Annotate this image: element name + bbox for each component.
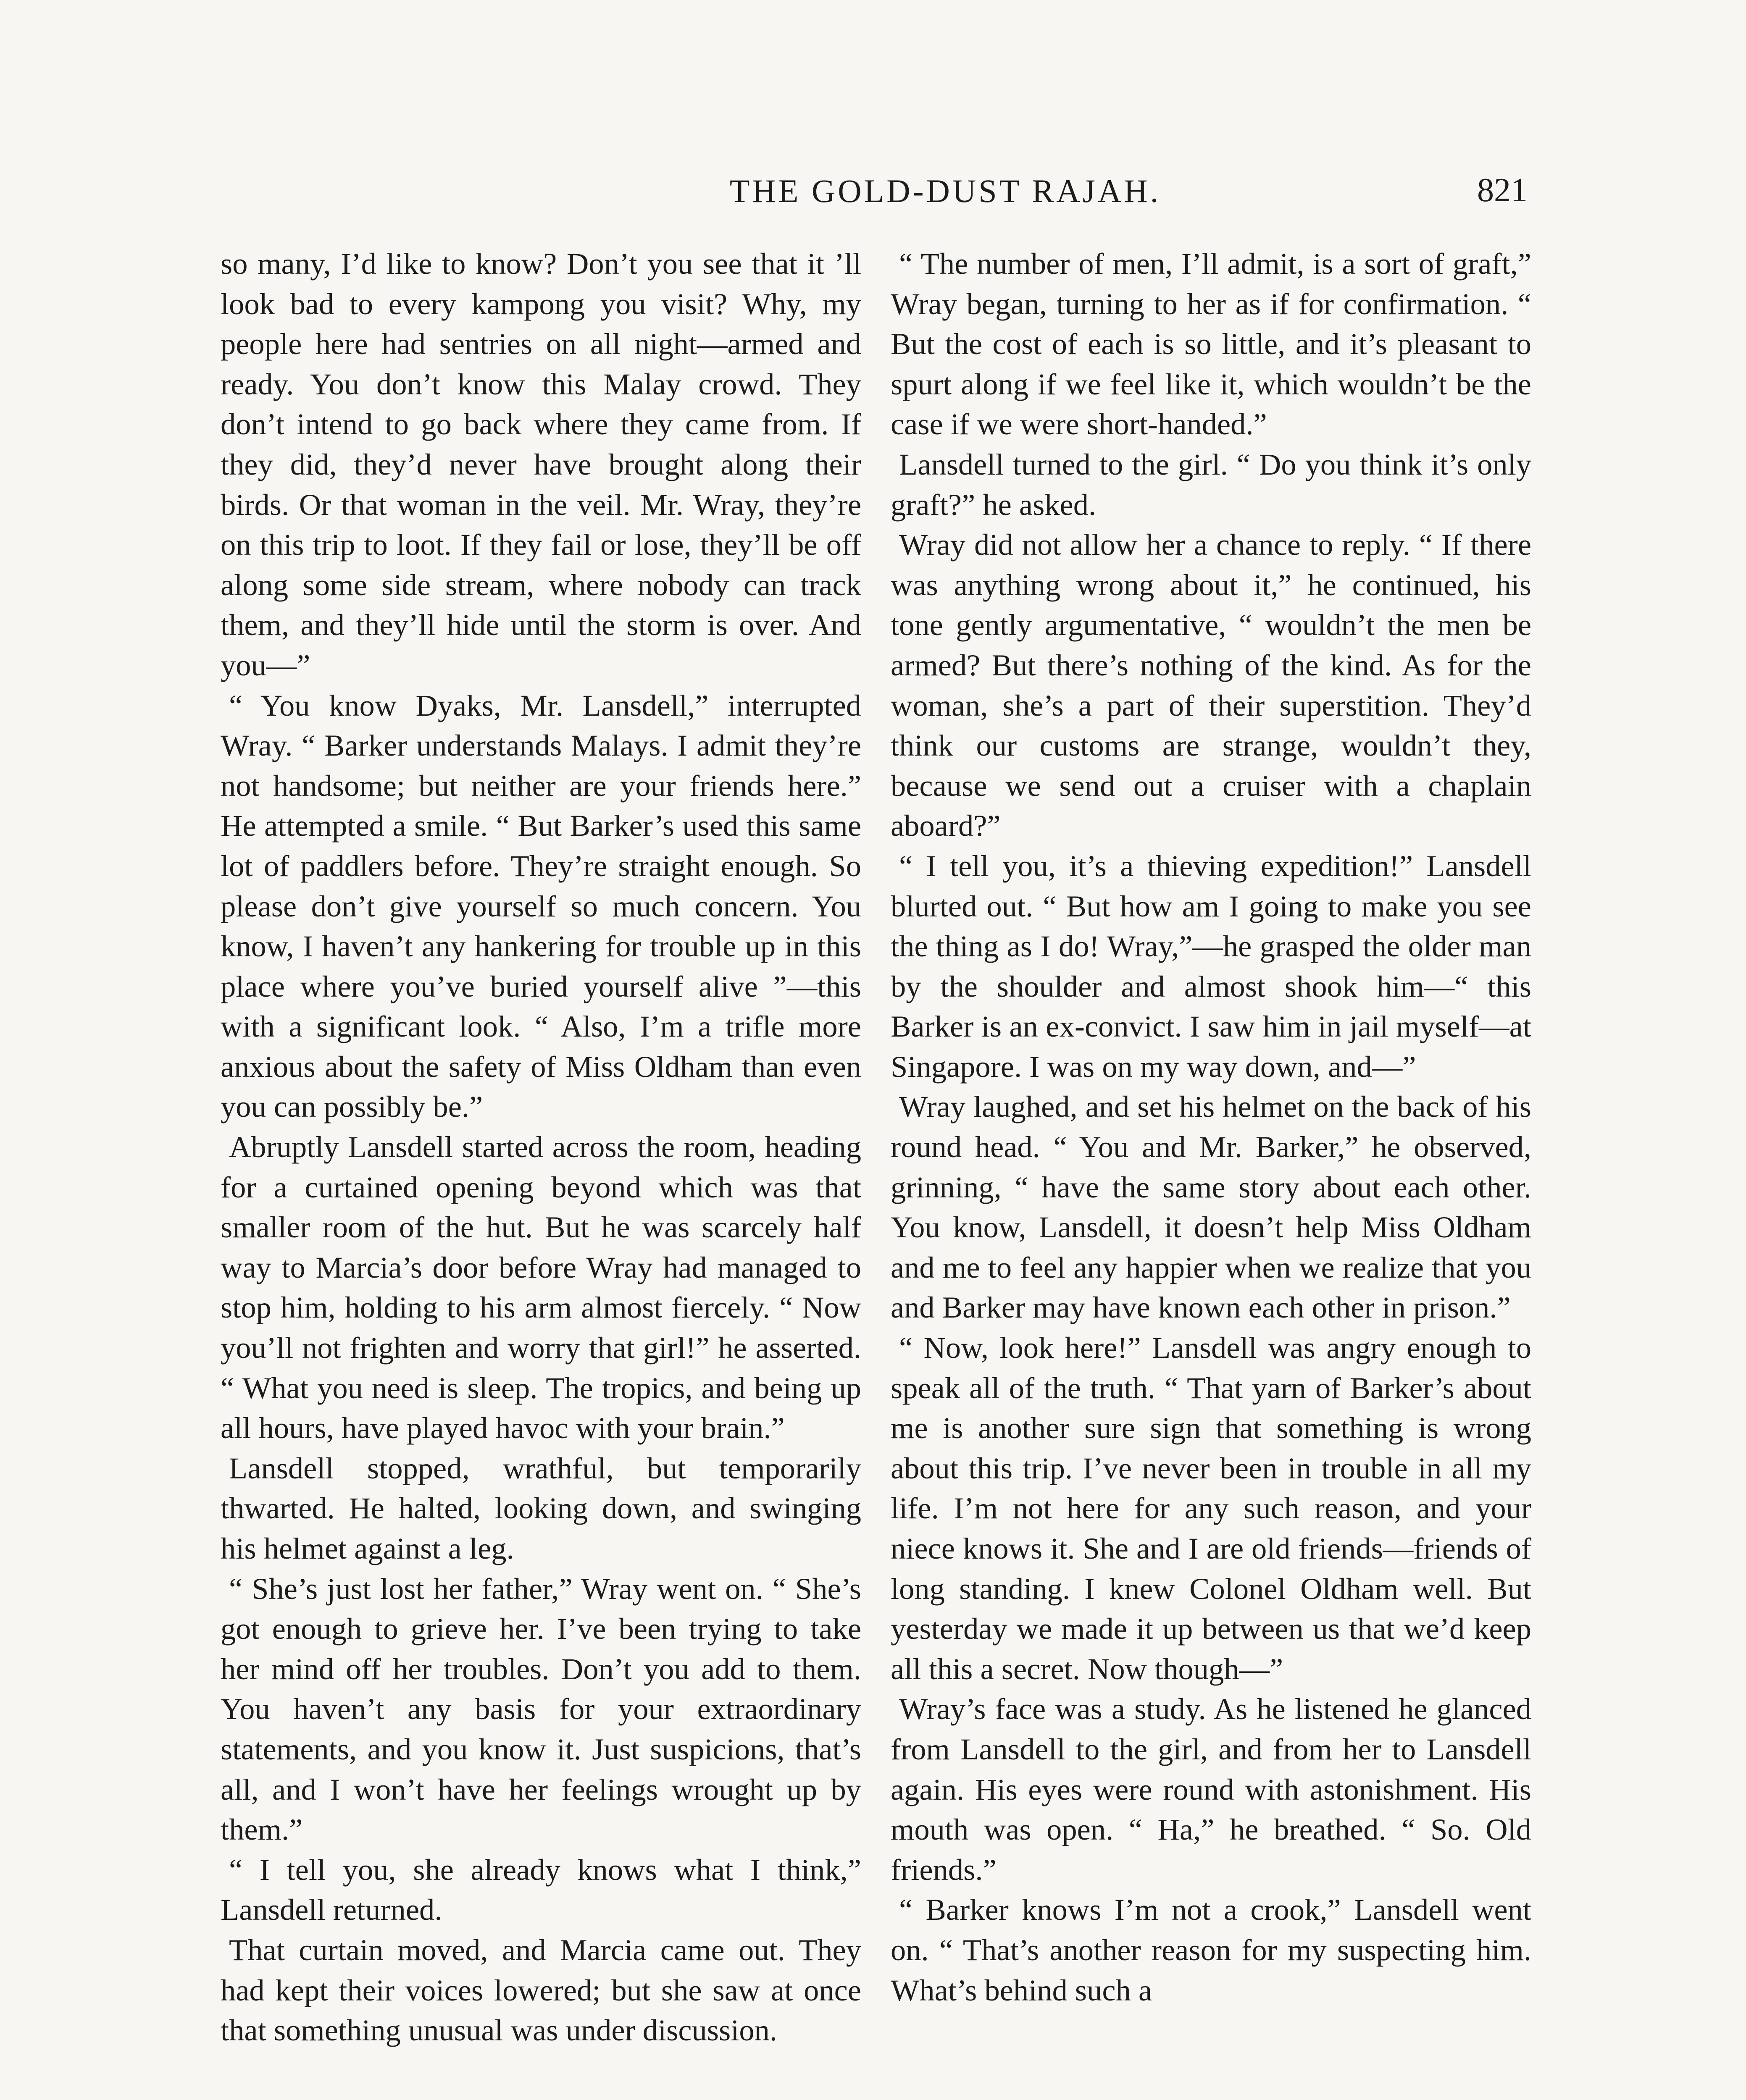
paragraph: “ Now, look here!” Lansdell was angry enough to speak all of the truth. “ That yarn of Barker’s about me is another sure sign that something is wrong about this trip. I’ve never been in trouble in all my life. I’m not here for any such reason, and your niece knows it. She and I are old friends—friends of long standing. I knew Colonel Oldham well. But yesterday we made it up between us that we’d keep all this a secret. Now though—” bbox=[891, 1331, 1531, 1686]
right-column bbox=[891, 244, 1531, 2010]
paragraph: Lansdell turned to the girl. “ Do you think it’s only graft?” he asked. bbox=[891, 447, 1531, 522]
paragraph: “ She’s just lost her father,” Wray went on. “ She’s got enough to grieve her. I’ve been trying to take her mind off her troubles. Don’t you add to them. You haven’t any basis for your extraordinary statements, and you know it. Just suspicions, that’s all, and I won’t have her feelings wrought up by them.” bbox=[221, 1571, 861, 1847]
paragraph: “ The number of men, I’ll admit, is a sort of graft,” Wray began, turning to her as if for confirmation. “ But the cost of each is so little, and it’s pleasant to spurt along if we feel like it, which wouldn’t be the case if we were short-handed.” bbox=[891, 247, 1531, 441]
paragraph: Wray’s face was a study. As he listened he glanced from Lansdell to the girl, and from her to Lansdell again. His eyes were round with astonishment. His mouth was open. “ Ha,” he breathed. “ So. Old friends.” bbox=[891, 1692, 1531, 1887]
left-column bbox=[221, 244, 861, 2050]
paragraph: “ I tell you, it’s a thieving expedition!” Lansdell blurted out. “ But how am I going to make you see the thing as I do! Wray,”—he grasped the older man by the shoulder and almost shook him—“ this Barker is an ex-convict. I saw him in jail myself—at Singapore. I was on my way down, and—” bbox=[891, 848, 1531, 1084]
paragraph: Wray laughed, and set his helmet on the back of his round head. “ You and Mr. Barker,” he observed, grinning, “ have the same story about each other. You know, Lansdell, it doesn’t help Miss Oldham and me to feel any happier when we realize that you and Barker may have known each other in prison.” bbox=[891, 1089, 1531, 1325]
paragraph: Lansdell stopped, wrathful, but temporarily thwarted. He halted, looking down, and swinging his helmet against a leg. bbox=[221, 1451, 861, 1565]
paragraph: so many, I’d like to know? Don’t you see that it ’ll look bad to every kampong you visit? Why, my people here had sentries on all night—armed and ready. You don’t know this Malay crowd. They don’t intend to go back where they came from. If they did, they’d never have brought along their birds. Or that woman in the veil. Mr. Wray, they’re on this trip to loot. If they fail or lose, they’ll be off along some side stream, where nobody can track them, and they’ll hide until the storm is over. And you—” bbox=[221, 247, 861, 682]
paragraph: Wray did not allow her a chance to reply. “ If there was anything wrong about it,” he continued, his tone gently argumentative, “ wouldn’t the men be armed? But there’s nothing of the kind. As for the woman, she’s a part of their superstition. They’d think our customs are strange, wouldn’t they, because we send out a cruiser with a chaplain aboard?” bbox=[891, 528, 1531, 843]
paragraph: That curtain moved, and Marcia came out. They had kept their voices lowered; but she saw at once that something unusual was under discussion. bbox=[221, 1932, 861, 2048]
paragraph: “ I tell you, she already knows what I think,” Lansdell returned. bbox=[221, 1852, 861, 1927]
paragraph: Abruptly Lansdell started across the room, heading for a curtained opening beyond which was that smaller room of the hut. But he was scarcely half way to Marcia’s door before Wray had managed to stop him, holding to his arm almost fiercely. “ Now you’ll not frighten and worry that girl!” he asserted. “ What you need is sleep. The tropics, and being up all hours, have played havoc with your brain.” bbox=[221, 1130, 861, 1445]
running-title: THE GOLD-DUST RAJAH. bbox=[729, 173, 1161, 209]
paragraph: “ You know Dyaks, Mr. Lansdell,” interrupted Wray. “ Barker understands Malays. I admit they’re not handsome; but neither are your friends here.” He attempted a smile. “ But Barker’s used this same lot of paddlers before. They’re straight enough. So please don’t give yourself so much concern. You know, I haven’t any hankering for trouble up in this place where you’ve buried yourself alive ”—this with a significant look. “ Also, I’m a trifle more anxious about the safety of Miss Oldham than even you can possibly be.” bbox=[221, 688, 861, 1124]
page-number: 821 bbox=[1477, 172, 1528, 209]
paragraph: “ Barker knows I’m not a crook,” Lansdell went on. “ That’s another reason for my suspecting him. What’s behind such a bbox=[891, 1893, 1531, 2007]
